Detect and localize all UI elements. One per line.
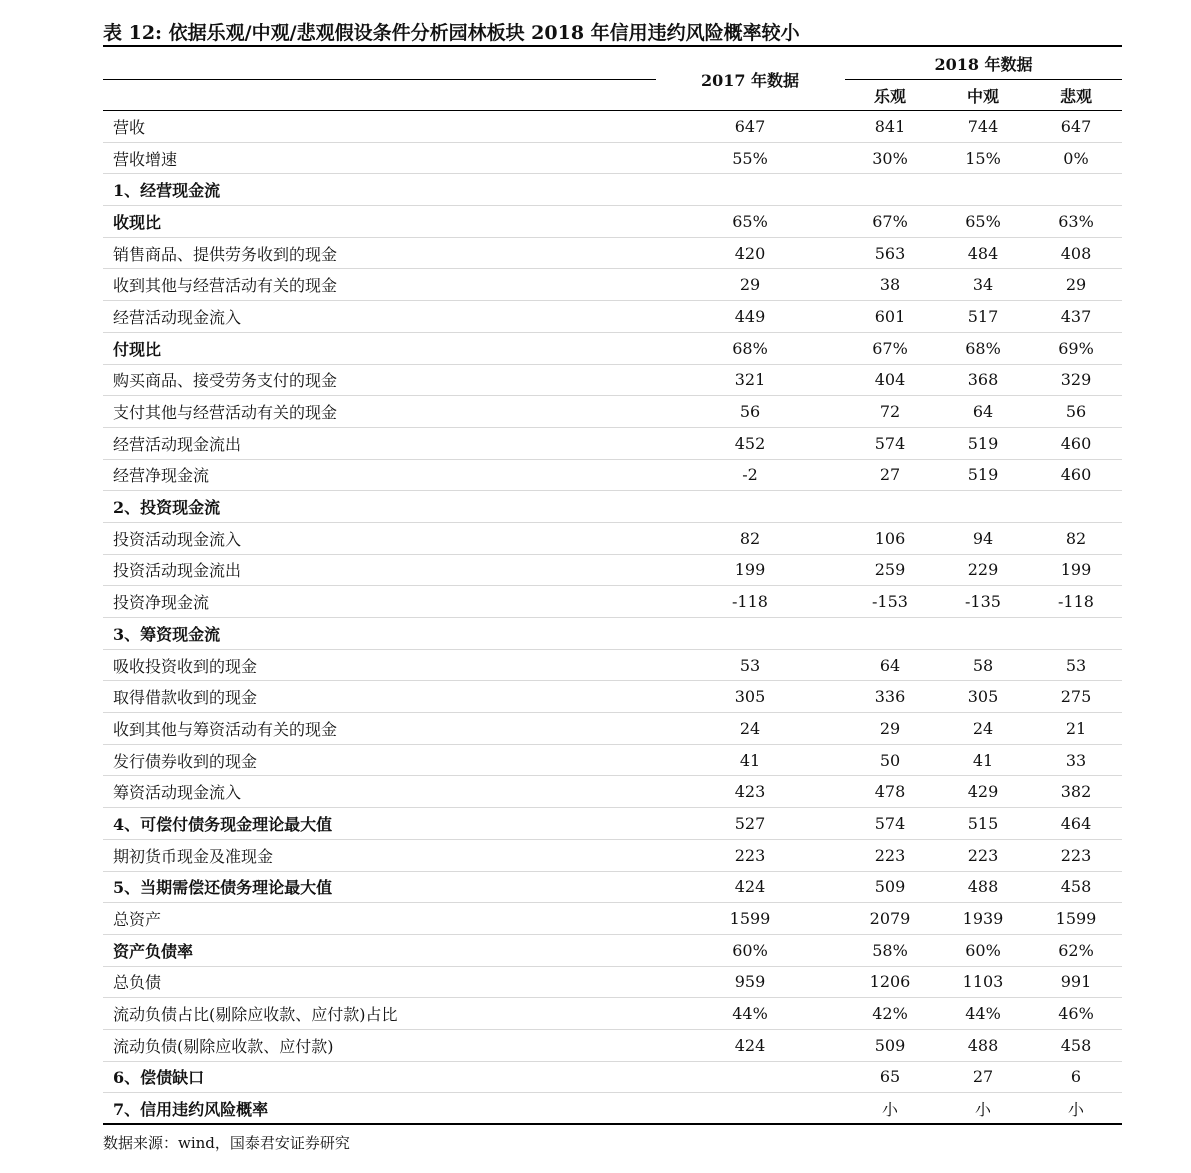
cell-optimistic: 336	[874, 687, 906, 707]
cell-pessimistic: 63%	[1058, 211, 1094, 231]
row-label: 经营活动现金流出	[113, 434, 242, 454]
cell-optimistic: 27	[879, 465, 901, 485]
table-row	[103, 460, 1122, 492]
table-row	[103, 333, 1122, 365]
cell-neutral: 27	[972, 1067, 994, 1087]
cell-optimistic: 29	[879, 718, 901, 738]
table-row	[103, 174, 1122, 206]
cell-2017: 321	[734, 370, 766, 390]
row-label: 流动负债占比(剔除应收款、应付款)占比	[113, 1005, 398, 1025]
header-2018-group: 2018 年数据	[934, 55, 1033, 74]
cell-pessimistic: 46%	[1058, 1004, 1094, 1024]
cell-2017: 223	[734, 845, 766, 865]
header-optimistic: 乐观	[873, 87, 906, 106]
cell-2017: 1599	[729, 909, 771, 929]
table-row	[103, 650, 1122, 682]
row-label: 营收	[113, 117, 146, 137]
cell-2017: -2	[742, 465, 758, 485]
cell-neutral: 519	[967, 433, 999, 453]
cell-neutral: 58	[972, 655, 994, 675]
cell-2017: 647	[734, 116, 766, 136]
table-row	[103, 428, 1122, 460]
row-label: 期初货币现金及准现金	[113, 846, 274, 866]
table-row	[103, 998, 1122, 1030]
cell-optimistic	[840, 174, 940, 205]
row-label: 吸收投资收到的现金	[113, 656, 258, 676]
cell-pessimistic: 223	[1060, 845, 1092, 865]
row-label: 3、筹资现金流	[113, 624, 221, 644]
table-row	[103, 840, 1122, 872]
table-row	[103, 618, 1122, 650]
cell-pessimistic: -118	[1058, 592, 1094, 612]
cell-optimistic: 1206	[869, 972, 911, 992]
cell-2017	[700, 1062, 800, 1093]
cell-pessimistic	[1026, 618, 1126, 649]
cell-neutral	[933, 174, 1033, 205]
table-row	[103, 238, 1122, 270]
cell-neutral: 15%	[965, 148, 1001, 168]
cell-pessimistic: 460	[1060, 433, 1092, 453]
cell-neutral: 44%	[965, 1004, 1001, 1024]
row-label: 6、偿债缺口	[113, 1068, 205, 1088]
cell-pessimistic: 460	[1060, 465, 1092, 485]
table-row	[103, 365, 1122, 397]
cell-pessimistic: 62%	[1058, 940, 1094, 960]
table-row	[103, 903, 1122, 935]
cell-pessimistic: 21	[1065, 718, 1087, 738]
cell-neutral: 60%	[965, 940, 1001, 960]
title-divider	[103, 45, 1122, 47]
cell-optimistic: -153	[872, 592, 908, 612]
cell-neutral: 429	[967, 782, 999, 802]
row-label: 总资产	[113, 910, 162, 930]
cell-2017: 56	[739, 402, 761, 422]
row-label: 发行债券收到的现金	[113, 751, 258, 771]
cell-2017: 53	[739, 655, 761, 675]
cell-2017: 424	[734, 877, 766, 897]
cell-optimistic: 574	[874, 433, 906, 453]
cell-optimistic: 841	[874, 116, 906, 136]
cell-optimistic: 259	[874, 560, 906, 580]
cell-pessimistic: 69%	[1058, 338, 1094, 358]
cell-2017: 41	[739, 750, 761, 770]
cell-2017: 82	[739, 528, 761, 548]
row-label: 经营净现金流	[113, 466, 210, 486]
cell-optimistic: 563	[874, 243, 906, 263]
cell-pessimistic: 458	[1060, 877, 1092, 897]
cell-optimistic: 509	[874, 1035, 906, 1055]
cell-neutral: 515	[967, 813, 999, 833]
cell-pessimistic: 33	[1065, 750, 1087, 770]
cell-neutral: 517	[967, 306, 999, 326]
cell-neutral: 368	[967, 370, 999, 390]
row-label: 7、信用违约风险概率	[113, 1099, 269, 1119]
cell-2017	[700, 491, 800, 522]
table-row	[103, 301, 1122, 333]
table-title: 表 12: 依据乐观/中观/悲观假设条件分析园林板块 2018 年信用违约风险概率较小	[103, 22, 800, 44]
row-label: 流动负债(剔除应收款、应付款)	[113, 1036, 334, 1056]
cell-neutral: 488	[967, 1035, 999, 1055]
cell-pessimistic: 408	[1060, 243, 1092, 263]
table-row	[103, 935, 1122, 967]
row-label: 收到其他与经营活动有关的现金	[113, 276, 338, 296]
cell-neutral	[933, 491, 1033, 522]
cell-2017: 527	[734, 813, 766, 833]
table-row	[103, 745, 1122, 777]
table-row	[103, 555, 1122, 587]
row-label: 收到其他与筹资活动有关的现金	[113, 719, 338, 739]
cell-2017: 305	[734, 687, 766, 707]
cell-pessimistic: 991	[1060, 972, 1092, 992]
table-row	[103, 396, 1122, 428]
cell-pessimistic: 458	[1060, 1035, 1092, 1055]
row-label: 购买商品、接受劳务支付的现金	[113, 371, 338, 391]
cell-neutral: 34	[972, 275, 994, 295]
cell-pessimistic: 29	[1065, 275, 1087, 295]
cell-optimistic: 30%	[872, 148, 908, 168]
row-label: 投资活动现金流出	[113, 561, 242, 581]
table-row	[103, 206, 1122, 238]
cell-optimistic: 72	[879, 402, 901, 422]
row-label: 销售商品、提供劳务收到的现金	[113, 244, 338, 264]
cell-2017: 60%	[732, 940, 768, 960]
cell-optimistic: 67%	[872, 338, 908, 358]
cell-optimistic: 58%	[872, 940, 908, 960]
cell-neutral: 65%	[965, 211, 1001, 231]
row-label: 投资净现金流	[113, 593, 210, 613]
cell-pessimistic	[1026, 491, 1126, 522]
cell-2017: 55%	[732, 148, 768, 168]
table-row	[103, 1062, 1122, 1094]
header-neutral: 中观	[966, 87, 999, 106]
cell-neutral: 229	[967, 560, 999, 580]
cell-2017: 65%	[732, 211, 768, 231]
cell-pessimistic: 0%	[1063, 148, 1089, 168]
source-note: 数据来源：wind，国泰君安证券研究	[103, 1134, 350, 1152]
cell-pessimistic: 53	[1065, 655, 1087, 675]
table-row	[103, 1030, 1122, 1062]
cell-neutral: 小	[974, 1099, 991, 1119]
cell-pessimistic: 382	[1060, 782, 1092, 802]
table-row	[103, 808, 1122, 840]
cell-neutral: 24	[972, 718, 994, 738]
cell-optimistic: 38	[879, 275, 901, 295]
cell-optimistic: 67%	[872, 211, 908, 231]
row-label: 1、经营现金流	[113, 181, 221, 201]
cell-2017: 423	[734, 782, 766, 802]
cell-optimistic: 42%	[872, 1004, 908, 1024]
cell-2017: 420	[734, 243, 766, 263]
cell-pessimistic: 199	[1060, 560, 1092, 580]
row-label: 筹资活动现金流入	[113, 783, 242, 803]
cell-neutral: 1939	[962, 909, 1004, 929]
cell-pessimistic: 329	[1060, 370, 1092, 390]
cell-neutral: 41	[972, 750, 994, 770]
table-row	[103, 586, 1122, 618]
table-row	[103, 681, 1122, 713]
cell-2017: 29	[739, 275, 761, 295]
cell-neutral: 744	[967, 116, 999, 136]
cell-neutral: 488	[967, 877, 999, 897]
row-label: 经营活动现金流入	[113, 307, 242, 327]
cell-neutral: 68%	[965, 338, 1001, 358]
table-row	[103, 1093, 1122, 1125]
cell-pessimistic: 464	[1060, 813, 1092, 833]
cell-pessimistic: 小	[1067, 1099, 1084, 1119]
table-row	[103, 523, 1122, 555]
cell-pessimistic: 6	[1070, 1067, 1082, 1087]
cell-2017: 959	[734, 972, 766, 992]
cell-neutral: 94	[972, 528, 994, 548]
table-row	[103, 776, 1122, 808]
row-label: 支付其他与经营活动有关的现金	[113, 403, 338, 423]
cell-optimistic	[840, 618, 940, 649]
cell-optimistic: 601	[874, 306, 906, 326]
cell-neutral	[933, 618, 1033, 649]
cell-2017: 449	[734, 306, 766, 326]
header-pessimistic: 悲观	[1059, 87, 1092, 106]
cell-optimistic: 65	[879, 1067, 901, 1087]
cell-pessimistic: 275	[1060, 687, 1092, 707]
cell-optimistic	[840, 491, 940, 522]
cell-2017	[700, 618, 800, 649]
row-label: 付现比	[113, 339, 162, 359]
row-label: 投资活动现金流入	[113, 529, 242, 549]
row-label: 总负债	[113, 973, 162, 993]
row-label: 营收增速	[113, 149, 178, 169]
cell-pessimistic: 82	[1065, 528, 1087, 548]
cell-2017: 24	[739, 718, 761, 738]
cell-neutral: 519	[967, 465, 999, 485]
header-2017: 2017 年数据	[700, 71, 800, 90]
data-table	[103, 111, 1122, 1125]
table-row	[103, 269, 1122, 301]
cell-2017	[700, 1093, 800, 1123]
row-label: 5、当期需偿还债务理论最大值	[113, 878, 333, 898]
cell-neutral: 64	[972, 402, 994, 422]
cell-optimistic: 小	[881, 1099, 898, 1119]
cell-pessimistic	[1026, 174, 1126, 205]
row-label: 资产负债率	[113, 941, 194, 961]
cell-2017: 199	[734, 560, 766, 580]
table-row	[103, 967, 1122, 999]
cell-optimistic: 404	[874, 370, 906, 390]
cell-neutral: -135	[965, 592, 1001, 612]
row-label: 收现比	[113, 212, 162, 232]
cell-neutral: 223	[967, 845, 999, 865]
cell-pessimistic: 56	[1065, 402, 1087, 422]
cell-neutral: 305	[967, 687, 999, 707]
cell-pessimistic: 1599	[1055, 909, 1097, 929]
table-row	[103, 143, 1122, 175]
table-row	[103, 872, 1122, 904]
row-label: 4、可偿付债务现金理论最大值	[113, 814, 333, 834]
cell-2017: 424	[734, 1035, 766, 1055]
row-label: 2、投资现金流	[113, 498, 221, 518]
row-label: 取得借款收到的现金	[113, 688, 258, 708]
table-row	[103, 491, 1122, 523]
header-right-divider	[845, 79, 1122, 80]
cell-optimistic: 223	[874, 845, 906, 865]
cell-2017: 452	[734, 433, 766, 453]
cell-neutral: 484	[967, 243, 999, 263]
cell-pessimistic: 437	[1060, 306, 1092, 326]
header-left-divider	[103, 79, 656, 80]
cell-2017	[700, 174, 800, 205]
cell-2017: -118	[732, 592, 768, 612]
cell-optimistic: 509	[874, 877, 906, 897]
cell-optimistic: 106	[874, 528, 906, 548]
table-row	[103, 713, 1122, 745]
cell-optimistic: 574	[874, 813, 906, 833]
cell-2017: 68%	[732, 338, 768, 358]
cell-optimistic: 2079	[869, 909, 911, 929]
cell-pessimistic: 647	[1060, 116, 1092, 136]
cell-optimistic: 64	[879, 655, 901, 675]
cell-optimistic: 478	[874, 782, 906, 802]
table-row	[103, 111, 1122, 143]
cell-neutral: 1103	[962, 972, 1004, 992]
cell-optimistic: 50	[879, 750, 901, 770]
cell-2017: 44%	[732, 1004, 768, 1024]
